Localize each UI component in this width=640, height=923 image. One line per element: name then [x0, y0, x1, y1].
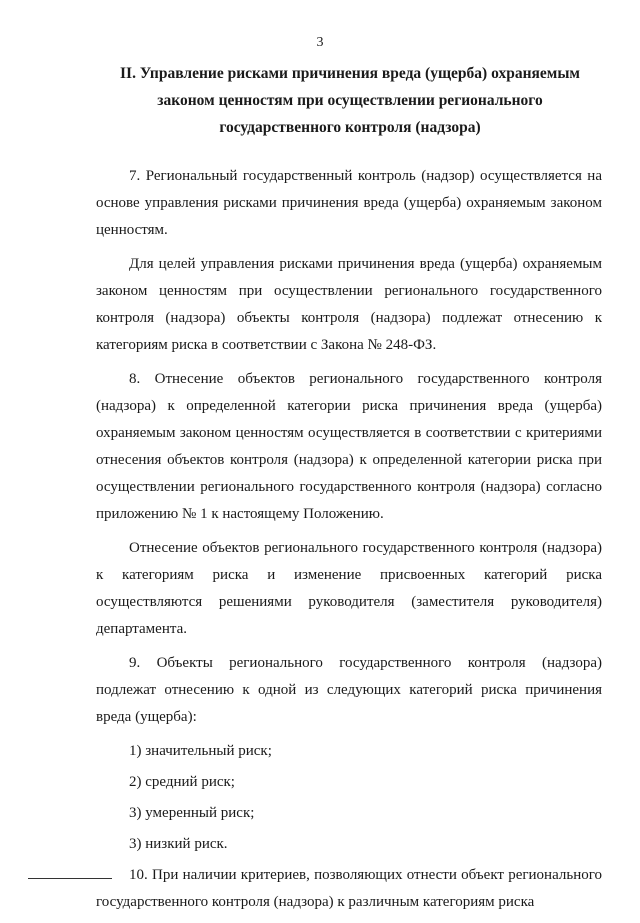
footer-rule	[28, 878, 112, 879]
list-item-medium-risk: 2) средний риск;	[129, 774, 235, 790]
paragraph-10: 10. При наличии критериев, позволяющих отнести объект регионального государственного контроля (надзора) к различным категориям риска	[96, 867, 602, 910]
page-number: 3	[316, 35, 324, 50]
document-body	[96, 163, 602, 923]
paragraph-8: 8. Отнесение объектов регионального государственного контроля (надзора) к определенной категории риска причинения вреда (ущерба) охраняемым законом ценностям осуществляется в соответствии с критериями отнесения объектов контроля (надзора) к определенной категории риска при осуществлении регионального государственного контроля (надзора) согласно приложению № 1 к настоящему Положению.	[96, 371, 602, 522]
list-item-significant-risk: 1) значительный риск;	[129, 743, 272, 759]
list-item-moderate-risk: 3) умеренный риск;	[129, 805, 255, 821]
section-heading: II. Управление рисками причинения вреда (ущерба) охраняемым законом ценностям при осуществлении регионального государственного контроля (надзора)	[120, 65, 580, 136]
paragraph-7: 7. Региональный государственный контроль (надзор) осуществляется на основе управления рисками причинения вреда (ущерба) охраняемым законом ценностям.	[96, 168, 602, 238]
paragraph-9: 9. Объекты регионального государственного контроля (надзора) подлежат отнесению к одной из следующих категорий риска причинения вреда (ущерба):	[96, 655, 602, 725]
paragraph-assignment: Отнесение объектов регионального государственного контроля (надзора) к категориям риска и изменение присвоенных категорий риска осуществляются решениями руководителя (заместителя руководителя) департамента.	[96, 540, 602, 637]
paragraph-risk-management: Для целей управления рисками причинения вреда (ущерба) охраняемым законом ценностям при осуществлении регионального государственного контроля (надзора) объекты контроля (надзора) подлежат отнесению к категориям риска в соответствии с Закона № 248-ФЗ.	[96, 256, 602, 353]
list-item-low-risk: 3) низкий риск.	[129, 836, 228, 852]
